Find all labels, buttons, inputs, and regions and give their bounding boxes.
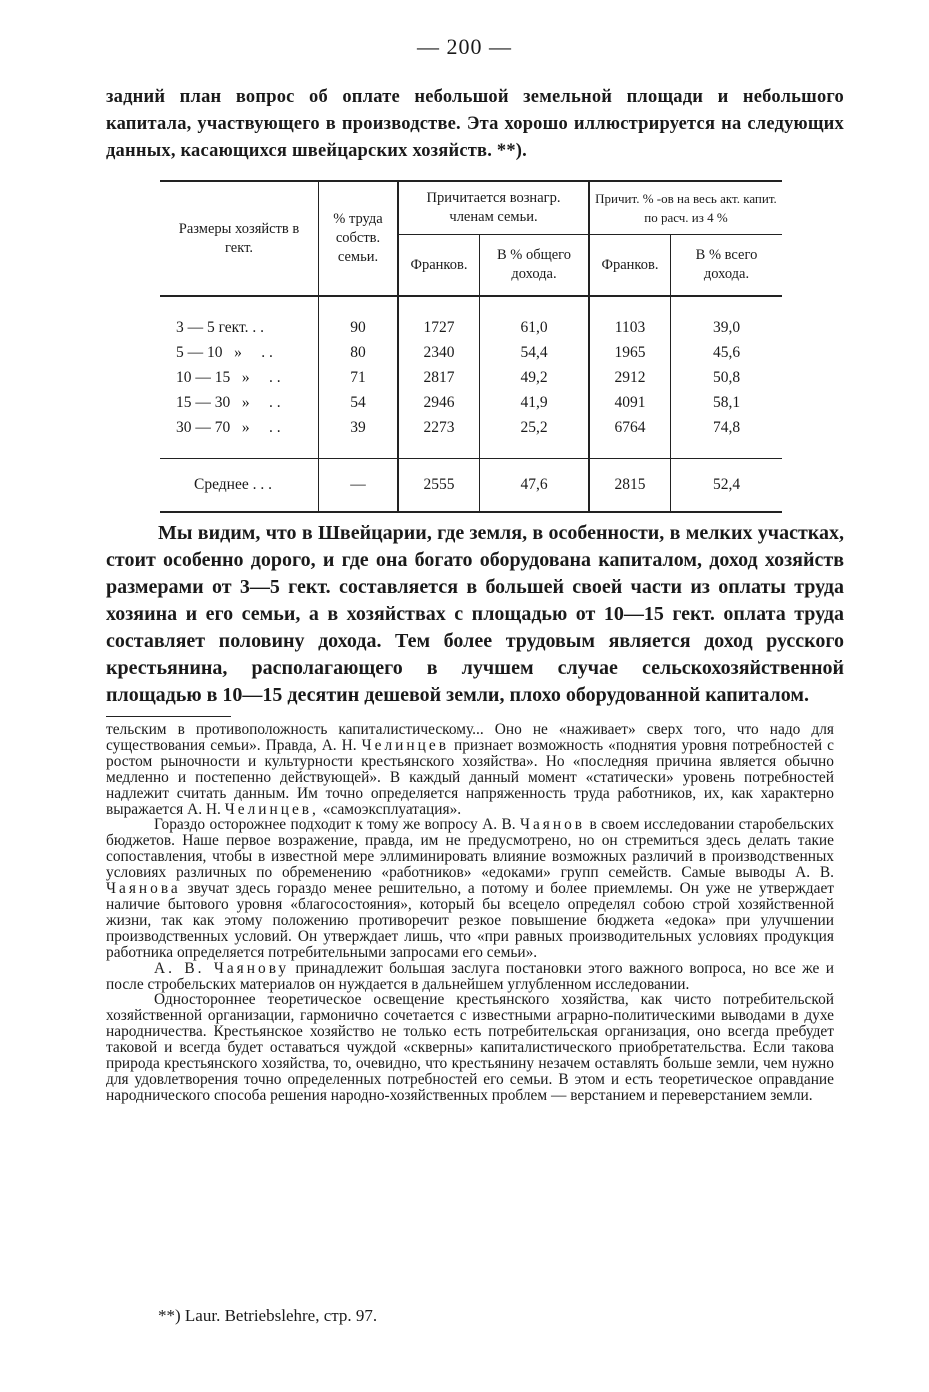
- footnote-text: «самоэксплуатация».: [322, 800, 462, 818]
- cell-family-francs: 1727: [398, 315, 480, 340]
- author-name: Челинцев,: [224, 800, 319, 818]
- main-paragraph: [106, 520, 844, 709]
- cell-labor: 90: [319, 315, 399, 340]
- cell-capital-francs: 1103: [589, 315, 671, 340]
- cell-family-pct: 25,2: [480, 415, 590, 440]
- cell-labor: 71: [319, 365, 399, 390]
- cell-family-pct: 54,4: [480, 340, 590, 365]
- cell-average-labor: —: [319, 459, 399, 513]
- cell-family-francs: 2817: [398, 365, 480, 390]
- header-francs-2: Франков.: [589, 235, 671, 297]
- cell-average-capital-francs: 2815: [589, 459, 671, 513]
- cell-family-pct: 61,0: [480, 315, 590, 340]
- intro-paragraph: [106, 84, 844, 165]
- table-row: [160, 340, 782, 365]
- header-pct-all-income: В % всего дохода.: [671, 235, 783, 297]
- header-capital-reward: Причит. % -ов на весь акт. капит. по расч. из 4 %: [589, 181, 782, 235]
- cell-capital-francs: 4091: [589, 390, 671, 415]
- table-average-row: [160, 459, 782, 513]
- cell-capital-pct: 58,1: [671, 390, 783, 415]
- table-row: [160, 390, 782, 415]
- table-row: [160, 415, 782, 440]
- author-name: Чаянов: [519, 816, 586, 834]
- main-text: Мы видим, что в Швейцарии, где земля, в особенности, в мелких участках, стоит особенно дорого, и где она богато оборудована капиталом, доход хозяйств размерами от 3—5 гект. составляется в большей своей части из оплаты труда хозяина и его семьи, а в хозяйствах с площадью от 10—15 гект. оплата труда составляет половину дохода. Тем более трудовым является доход русского крестьянина, располагающего в лучшем случае сельскохозяйственной площадью в 10—15 десятин дешевой земли, плохо оборудованной капиталом.: [106, 522, 844, 706]
- cell-labor: 39: [319, 415, 399, 440]
- footnote-paragraph-3: [106, 961, 834, 993]
- cell-average-label: Среднее . . .: [160, 459, 319, 513]
- footnote-text: Одностороннее теоретическое освещение крестьянского хозяйства, как чисто потребительской хозяйственной организации, гармонично сочетается с известными аграрно-политическими выводами в духе народничества. Крестьянское хозяйство не только есть потребительская организация, оно всегда пребудет таковой и всегда будет оставаться чуждой «скверны» капиталистического приобретательства. Если такова природа крестьянского хозяйства, то, очевидно, что крестьянину незачем оставлять больше земли, чем нужно для удовлетворения точно определенных потребностей его семьи. В этом и есть теоретическое оправдание народнического способа решения народно-хозяйственных проблем — верстанием и переверстанием земли.: [106, 991, 834, 1104]
- footnote-text: Гораздо осторожнее подходит к тому же вопросу А. В.: [154, 816, 516, 834]
- cell-size: 3 — 5 гект. . .: [176, 318, 264, 336]
- cell-labor: 54: [319, 390, 399, 415]
- cell-size: 5 — 10 » . .: [176, 343, 273, 361]
- header-pct-total-income: В % общего дохода.: [480, 235, 590, 297]
- cell-family-pct: 49,2: [480, 365, 590, 390]
- cell-capital-francs: 2912: [589, 365, 671, 390]
- cell-capital-pct: 45,6: [671, 340, 783, 365]
- footnote-text: звучат здесь гораздо менее решительно, а потому и более приемлемы. Он уже не утверждает наличие бытового уровня «благосостояния», который бы всецело определял собою строй хозяйственной жизни, так как этому положению противоречит резкое повышение бюджета «едока» при улучшении производственных условий. Он утверждает лишь, что «при равных производительных условиях продукция работника определяется потребительными запросами его семьи».: [106, 880, 834, 961]
- cell-family-pct: 41,9: [480, 390, 590, 415]
- header-francs: Франков.: [398, 235, 480, 297]
- header-labor-pct: % труда собств. семьи.: [319, 181, 399, 296]
- cell-capital-francs: 6764: [589, 415, 671, 440]
- table-row: [160, 315, 782, 340]
- intro-text: задний план вопрос об оплате небольшой земельной площади и небольшого капитала, участвующего в производстве. Эта хорошо иллюстрируется на следующих данных, касающихся швейцарских хозяйств. **).: [106, 87, 844, 161]
- footnote-text: тельским в противоположность капиталистическому... Оно не «наживает» сверх того, что надо для существования семьи». Правда, А. Н.: [106, 721, 834, 754]
- footnote-paragraph-2: [106, 817, 834, 960]
- cell-average-family-pct: 47,6: [480, 459, 590, 513]
- footnote-text: признает возможность «поднятия уровня потребностей с ростом рыночности и культурности крестьянского хозяйства». Но «последняя причина является обычно медленно и постепенно действующей». В каждый данный момент «статически» уровень потребностей надлежит считать данным. Им точно определяется напряженность труда работников, их, как характерно выражается А. Н.: [106, 736, 834, 818]
- footnotes: [106, 722, 834, 1104]
- author-name: Чаянова: [106, 880, 181, 898]
- author-name: Челинцев: [361, 736, 449, 754]
- table-row: [160, 365, 782, 390]
- author-name: А. В. Чаянову: [154, 959, 290, 977]
- footnote-text: в своем исследовании старобельских бюджетов. Наше первое возражение, правда, им не предусмотрено, но он стремиться здесь делать такие сопоставления, чтобы в известной мере эллиминировать влияние возможных различий в производственных условиях различных по обременению «работников» «едоками» групп семейств. Самые выводы А. В.: [106, 816, 834, 882]
- cell-family-francs: 2946: [398, 390, 480, 415]
- cell-family-francs: 2273: [398, 415, 480, 440]
- cell-labor: 80: [319, 340, 399, 365]
- footnote-paragraph-1: [106, 722, 834, 817]
- farm-income-table: [160, 180, 782, 513]
- footnote-text: принадлежит большая заслуга постановки этого важного вопроса, но все же и после стробельских материалов он нуждается в дальнейшем углубленном исследовании.: [106, 959, 834, 993]
- cell-average-capital-pct: 52,4: [671, 459, 783, 513]
- page-number: — 200 —: [417, 34, 512, 59]
- cell-capital-pct: 39,0: [671, 315, 783, 340]
- footnote-paragraph-4: [106, 992, 834, 1103]
- cell-size: 15 — 30 » . .: [176, 393, 281, 411]
- cell-size: 10 — 15 » . .: [176, 368, 281, 386]
- reference-footnote: **) Laur. Betriebslehre, стр. 97.: [158, 1306, 378, 1325]
- cell-capital-pct: 50,8: [671, 365, 783, 390]
- header-family-reward: Причитается вознагр. членам семьи.: [398, 181, 589, 235]
- header-size: Размеры хозяйств в гект.: [160, 181, 319, 296]
- cell-average-family-francs: 2555: [398, 459, 480, 513]
- cell-family-francs: 2340: [398, 340, 480, 365]
- cell-capital-pct: 74,8: [671, 415, 783, 440]
- cell-capital-francs: 1965: [589, 340, 671, 365]
- footnote-divider: [106, 716, 231, 717]
- cell-size: 30 — 70 » . .: [176, 418, 281, 436]
